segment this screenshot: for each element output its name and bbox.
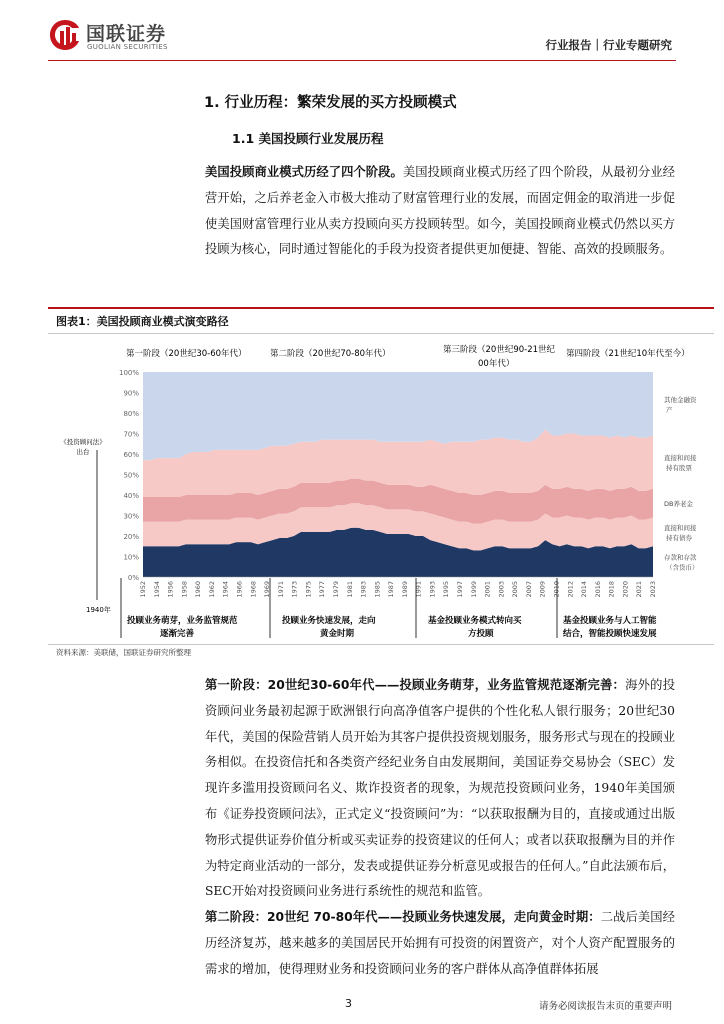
x-tick-label: 2014 [580, 581, 589, 598]
x-tick-label: 1952 [139, 581, 147, 598]
x-tick-label: 1989 [400, 581, 409, 598]
x-tick-label: 1969 [263, 581, 272, 598]
x-tick-label: 1981 [345, 581, 354, 598]
page-number: 3 [345, 997, 352, 1010]
y-axis [119, 369, 139, 582]
intro-lead: 美国投顾商业模式历经了四个阶段。 [205, 165, 403, 179]
stage-4-note-line1: 基金投顾业务与人工智能 [563, 616, 657, 626]
stage-2-text: 二战后美国经历经济复苏，越来越多的美国居民开始拥有可投资的闲置资产，对个人资产配置服务的需求的增加，使得理财业务和投资顾问业务的客户群体从高净值群体拓展 [205, 910, 675, 976]
header-divider [48, 60, 676, 61]
stage-3-label-line2: 00年代） [478, 359, 515, 369]
x-tick-label: 1993 [428, 581, 437, 598]
intro-paragraph [205, 160, 675, 263]
x-tick-label: 2009 [538, 581, 547, 598]
stage-1-lead: 第一阶段：20世纪30-60年代——投顾业务萌芽，业务监管规范逐渐完善： [205, 678, 626, 692]
x-tick-label: 1956 [166, 581, 175, 598]
stage-1-paragraph [205, 673, 675, 905]
stage-1-note-line1: 投顾业务萌芽，业务监管规范 [127, 616, 238, 626]
x-tick-label: 2003 [497, 581, 506, 598]
x-tick-label: 2007 [524, 581, 533, 598]
legend-label: （含货币） [666, 563, 699, 572]
legend-label: 其他金融资 [664, 395, 697, 404]
section-heading: 1. 行业历程：繁荣发展的买方投顾模式 [204, 95, 457, 111]
x-tick-label: 1999 [469, 581, 478, 598]
figure-source: 资料来源：美联储，国联证券研究所整理 [56, 648, 191, 657]
x-tick-label: 1958 [180, 581, 189, 598]
x-tick-label: 1971 [276, 581, 285, 598]
figure-top-rule [48, 307, 714, 309]
legend-label: 产 [666, 405, 673, 414]
x-tick-label: 2021 [635, 581, 644, 598]
guolian-logo-icon [48, 18, 82, 52]
law-annotation-line2: 出台 [76, 448, 90, 456]
x-tick-label: 1995 [442, 581, 451, 598]
x-tick-label: 1991 [414, 581, 423, 598]
y-tick-label: 20% [123, 533, 139, 541]
x-tick-label: 1985 [373, 581, 382, 598]
x-tick-label: 2018 [607, 581, 616, 598]
x-tick-label: 1966 [235, 581, 244, 598]
x-tick-label: 2001 [483, 581, 492, 598]
law-annotation-line1: 《投资顾问法》 [60, 438, 106, 446]
x-tick-label: 1960 [194, 581, 203, 598]
subsection-heading: 1.1 美国投顾行业发展历程 [232, 131, 384, 146]
y-tick-label: 80% [123, 410, 139, 418]
y-tick-label: 30% [123, 512, 139, 521]
x-tick-label: 1962 [207, 581, 216, 598]
x-tick-label: 2016 [593, 581, 602, 598]
figure-title: 图表1：美国投顾商业模式演变路径 [56, 315, 229, 328]
x-tick-label: 1979 [331, 581, 340, 598]
legend-label: 持有债券 [666, 533, 692, 542]
legend-label: DB养老金 [664, 500, 693, 509]
stage-3-note-line2: 方投顾 [468, 629, 494, 639]
legend-label: 持有股票 [666, 464, 692, 473]
y-tick-label: 90% [123, 389, 139, 398]
x-tick-label: 2020 [621, 581, 630, 598]
stage-2-lead: 第二阶段：20世纪 70-80年代——投顾业务快速发展，走向黄金时期： [205, 910, 601, 924]
plot-area [143, 372, 653, 577]
x-tick-label: 1997 [456, 581, 465, 598]
law-annotation [60, 437, 111, 614]
x-tick-label: 1973 [290, 581, 299, 598]
stage-2-paragraph [205, 905, 675, 982]
x-tick-label: 2005 [511, 581, 520, 598]
x-tick-label: 2010 [552, 581, 561, 598]
law-year: 1940年 [86, 606, 111, 614]
stage-3-label-line1: 第三阶段（20世纪90-21世纪 [443, 345, 556, 355]
y-tick-label: 100% [118, 369, 139, 377]
y-tick-label: 50% [123, 471, 139, 480]
x-axis [139, 577, 657, 598]
legend-label: 直接和间接 [664, 454, 697, 463]
legend-label: 存款和存款 [664, 553, 697, 562]
x-tick-label: 1964 [221, 581, 230, 598]
stage-4-note-line2: 结合，智能投顾快速发展 [563, 629, 657, 639]
x-tick-label: 1983 [359, 581, 368, 598]
footer-disclaimer: 请务必阅读报告末页的重要声明 [538, 1001, 672, 1012]
x-tick-label: 1954 [152, 581, 161, 598]
y-tick-label: 10% [123, 553, 139, 562]
y-tick-label: 60% [123, 451, 139, 459]
stage-2-note-line1: 投顾业务快速发展，走向 [282, 616, 376, 626]
stage-2-note-line2: 黄金时期 [320, 629, 355, 639]
legend [664, 395, 699, 572]
x-tick-label: 1968 [249, 581, 258, 598]
stage-2-label: 第二阶段（20世纪70-80年代） [270, 349, 391, 359]
x-tick-label: 1975 [304, 581, 313, 598]
stacked-area-chart [48, 338, 714, 640]
report-type: 行业报告｜行业专题研究 [545, 38, 672, 52]
stage-4-label: 第四阶段（21世纪10年代至今） [566, 349, 690, 359]
x-tick-label: 1987 [387, 581, 396, 598]
y-tick-label: 70% [123, 430, 139, 439]
y-tick-label: 0% [127, 574, 139, 582]
x-tick-label: 2023 [649, 581, 657, 598]
legend-label: 直接和间接 [664, 523, 697, 532]
y-tick-label: 40% [123, 492, 139, 500]
x-tick-label: 2012 [566, 581, 575, 598]
stage-3-note-line1: 基金投顾业务模式转向买 [428, 616, 522, 626]
stage-labels [126, 344, 690, 369]
intro-body: 美国投顾商业模式历经了四个阶段，从最初分业经营开始，之后养老金入市极大推动了财富管理行业的发展，而固定佣金的取消进一步促使美国财富管理行业从卖方投顾向买方投顾转型。如今，美国投顾商业模式仍然以买方投顾为核心，同时通过智能化的手段为投资者提供更加便捷、智能、高效的投顾服务。 [205, 165, 675, 257]
stage-1-note-line2: 逐渐完善 [160, 629, 195, 639]
stage-1-label: 第一阶段（20世纪30-60年代） [126, 349, 247, 359]
figure-title-rule [48, 333, 714, 334]
stage-1-text: 海外的投资顾问业务最初起源于欧洲银行向高净值客户提供的个性化私人银行服务；20世纪30年代，美国的保险营销人员开始为其客户提供投资规划服务，服务形式与现在的投顾业务相似。在投资信托和各类资产经纪业务自由发展期间，美国证券交易协会（SEC）发现许多滥用投资顾问名义、欺诈投资者的现象，为规范投资顾问业务，1940年美国颁布《证券投资顾问法》，正式定义“投资顾问”为：“以获取报酬为目的，直接或通过出版物形式提供证券价值分析或买卖证券的投资建议的任何人；或者以获取报酬为目的并作为特定商业活动的一部分，发表或提供证券分析意见或报告的任何人。”自此法颁布后，SEC开始对投资顾问业务进行系统性的规范和监管。 [205, 678, 675, 899]
company-logo: 国联证券 GUOLIAN SECURITIES [48, 18, 188, 54]
figure-bottom-rule [48, 644, 714, 645]
x-tick-label: 1977 [318, 581, 327, 598]
